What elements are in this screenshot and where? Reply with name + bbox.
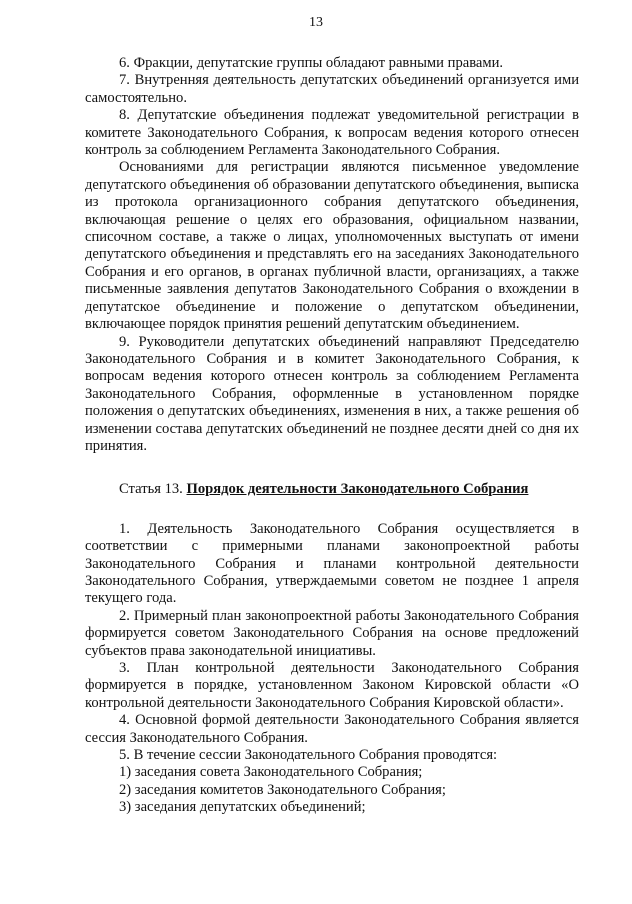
paragraph-item-9: 9. Руководители депутатских объединений направляют Председателю Законодательного Собрания и в комитет Законодательного Собрания, к вопросам ведения которого отнесен контроль за соблюдением Регламента Законодательного Собрания, оформленные в установленном порядке положения о депутатских объединениях, изменения в них, а также решения об изменении состава депутатских объединений не позднее десяти дней со дня их принятия. <box>85 333 579 454</box>
paragraph-item-6: 6. Фракции, депутатские группы обладают равными правами. <box>119 55 504 71</box>
paragraph-item-7: 7. Внутренняя деятельность депутатских объединений организуется ими самостоятельно. <box>85 72 579 106</box>
page-number: 13 <box>309 15 323 30</box>
article-heading <box>85 481 579 498</box>
article-number: Статья 13. <box>119 481 183 498</box>
article-paragraph-3: 3. План контрольной деятельности Законодательного Собрания формируется в порядке, установленном Законом Кировской области «О контрольной деятельности Законодательного Собрания Кировской области». <box>85 660 579 711</box>
paragraph-item-8: 8. Депутатские объединения подлежат уведомительной регистрации в комитете Законодательного Собрания, к вопросам ведения которого отнесен контроль за соблюдением Регламента Законодательного Собрания. <box>85 107 579 159</box>
article-paragraph-5: 5. В течение сессии Законодательного Собрания проводятся: <box>119 747 498 764</box>
article-paragraph-2: 2. Примерный план законопроектной работы Законодательного Собрания формируется советом Законодательного Собрания на основе предложений субъектов права законодательной инициативы. <box>85 607 579 659</box>
article-paragraph-4: 4. Основной формой деятельности Законодательного Собрания является сессия Законодательного Собрания. <box>85 712 579 746</box>
paragraph-registration-grounds: Основаниями для регистрации являются письменное уведомление депутатского объединения об образовании депутатского объединения, выписка из протокола организационного собрания депутатского объединения, включающая решение о целях его образования, официальном названии, списочном составе, а также о лицах, уполномоченных выступать от имени депутатского объединения и представлять его на заседаниях Законодательного Собрания и его органов, в органах публичной власти, организациях, а также письменные заявления депутатов Законодательного Собрания о вхождении в депутатское объединение и положение о депутатском объединении, включающее порядок принятия решений депутатским объединением. <box>85 159 579 333</box>
article-paragraph-1: 1. Деятельность Законодательного Собрания осуществляется в соответствии с примерными планами законопроектной работы Законодательного Собрания и планами контрольной деятельности Законодательного Собрания, утверждаемыми советом не позднее 1 апреля текущего года. <box>85 520 579 607</box>
document-body <box>85 55 579 817</box>
article-title: Порядок деятельности Законодательного Собрания <box>186 481 529 498</box>
list-item: 1) заседания совета Законодательного Собрания; <box>119 764 423 781</box>
list-item: 2) заседания комитетов Законодательного Собрания; <box>119 781 446 798</box>
list-item: 3) заседания депутатских объединений; <box>119 799 366 816</box>
